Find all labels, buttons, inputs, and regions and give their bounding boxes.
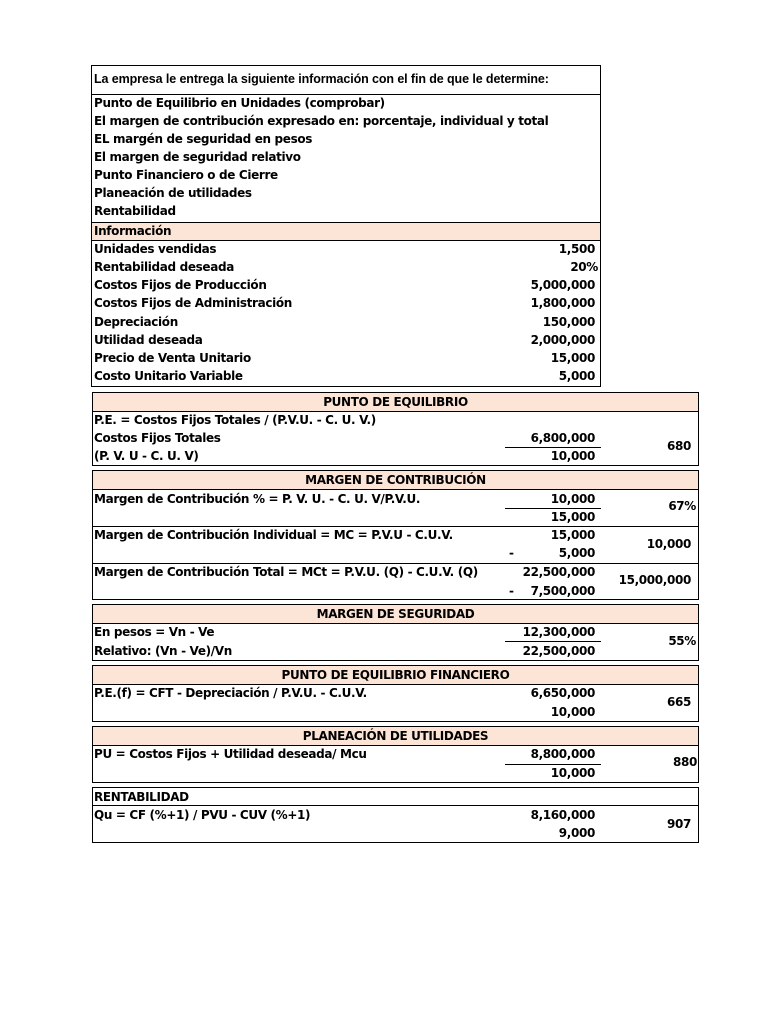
mc-total-result: 15,000,000 [618, 573, 691, 587]
info-value: 1,800,000 [530, 296, 595, 310]
info-value: 20% [570, 260, 598, 274]
info-value: 2,000,000 [530, 333, 595, 347]
intro-item: Punto de Equilibrio en Unidades (comprobar) [94, 96, 385, 110]
pu-numerator: 8,800,000 [530, 747, 595, 761]
ms-row1-label: En pesos = Vn - Ve [94, 625, 215, 639]
ms-result: 55% [668, 634, 696, 648]
intro-item: Punto Financiero o de Cierre [94, 168, 278, 182]
mc-pct-formula: Margen de Contribución % = P. V. U. - C. U. V/P.V.U. [94, 492, 421, 506]
ms-numerator: 12,300,000 [522, 625, 595, 639]
pe-result: 680 [667, 439, 691, 453]
mc-pct-numerator: 10,000 [550, 492, 595, 506]
intro-item: Rentabilidad [94, 204, 176, 218]
mc-individual-minus: - [509, 546, 514, 560]
pe-numerator: 6,800,000 [530, 431, 595, 445]
rentabilidad-header: RENTABILIDAD [94, 790, 189, 804]
mc-total-value2: 7,500,000 [530, 584, 595, 598]
pef-denominator: 10,000 [550, 705, 595, 719]
info-header: Información [94, 224, 172, 238]
intro-item: El margen de seguridad relativo [94, 150, 301, 164]
pe-row2-label: (P. V. U - C. U. V) [94, 449, 199, 463]
rent-denominator: 9,000 [558, 826, 595, 840]
info-value: 5,000,000 [530, 278, 595, 292]
mc-pct-result: 67% [668, 499, 696, 513]
pef-formula: P.E.(f) = CFT - Depreciación / P.V.U. - C.U.V. [94, 686, 367, 700]
info-value: 1,500 [558, 242, 595, 256]
mc-total-value1: 22,500,000 [522, 565, 595, 579]
rent-result: 907 [667, 817, 691, 831]
info-label: Utilidad deseada [94, 333, 203, 347]
rent-numerator: 8,160,000 [530, 808, 595, 822]
info-label: Unidades vendidas [94, 242, 217, 256]
pef-result: 665 [667, 695, 691, 709]
mc-individual-value1: 15,000 [550, 528, 595, 542]
mc-total-formula: Margen de Contribución Total = MCt = P.V.U. (Q) - C.U.V. (Q) [94, 565, 478, 579]
info-label: Precio de Venta Unitario [94, 351, 251, 365]
ms-row2-label: Relativo: (Vn - Ve)/Vn [94, 644, 232, 658]
pe-row1-label: Costos Fijos Totales [94, 431, 221, 445]
pe-formula: P.E. = Costos Fijos Totales / (P.V.U. - C. U. V.) [94, 413, 376, 427]
info-label: Depreciación [94, 315, 178, 329]
rent-formula: Qu = CF (%+1) / PVU - CUV (%+1) [94, 808, 311, 822]
planeacion-header: PLANEACIÓN DE UTILIDADES [302, 729, 489, 743]
info-label: Rentabilidad deseada [94, 260, 234, 274]
intro-item: El margen de contribución expresado en: porcentaje, individual y total [94, 114, 549, 128]
pu-denominator: 10,000 [550, 766, 595, 780]
margen-contribucion-header: MARGEN DE CONTRIBUCIÓN [305, 473, 486, 487]
info-label: Costos Fijos de Administración [94, 296, 292, 310]
margen-seguridad-header: MARGEN DE SEGURIDAD [316, 607, 475, 621]
info-value: 150,000 [542, 315, 595, 329]
intro-title: La empresa le entrega la siguiente información con el fin de que le determine: [94, 72, 549, 86]
pu-result: 880 [673, 755, 697, 769]
punto-equilibrio-header: PUNTO DE EQUILIBRIO [323, 395, 468, 409]
pef-numerator: 6,650,000 [530, 686, 595, 700]
info-value: 5,000 [558, 369, 595, 383]
ms-denominator: 22,500,000 [522, 644, 595, 658]
mc-individual-value2: 5,000 [558, 546, 595, 560]
pe-denominator: 10,000 [550, 449, 595, 463]
mc-pct-denominator: 15,000 [550, 510, 595, 524]
intro-item: Planeación de utilidades [94, 186, 252, 200]
info-label: Costos Fijos de Producción [94, 278, 267, 292]
info-value: 15,000 [550, 351, 595, 365]
info-label: Costo Unitario Variable [94, 369, 243, 383]
mc-individual-formula: Margen de Contribución Individual = MC = P.V.U - C.U.V. [94, 528, 453, 542]
intro-item: EL margén de seguridad en pesos [94, 132, 313, 146]
pu-formula: PU = Costos Fijos + Utilidad deseada/ Mcu [94, 747, 367, 761]
pe-financiero-header: PUNTO DE EQUILIBRIO FINANCIERO [281, 668, 510, 682]
mc-individual-result: 10,000 [646, 537, 691, 551]
mc-total-minus: - [509, 584, 514, 598]
